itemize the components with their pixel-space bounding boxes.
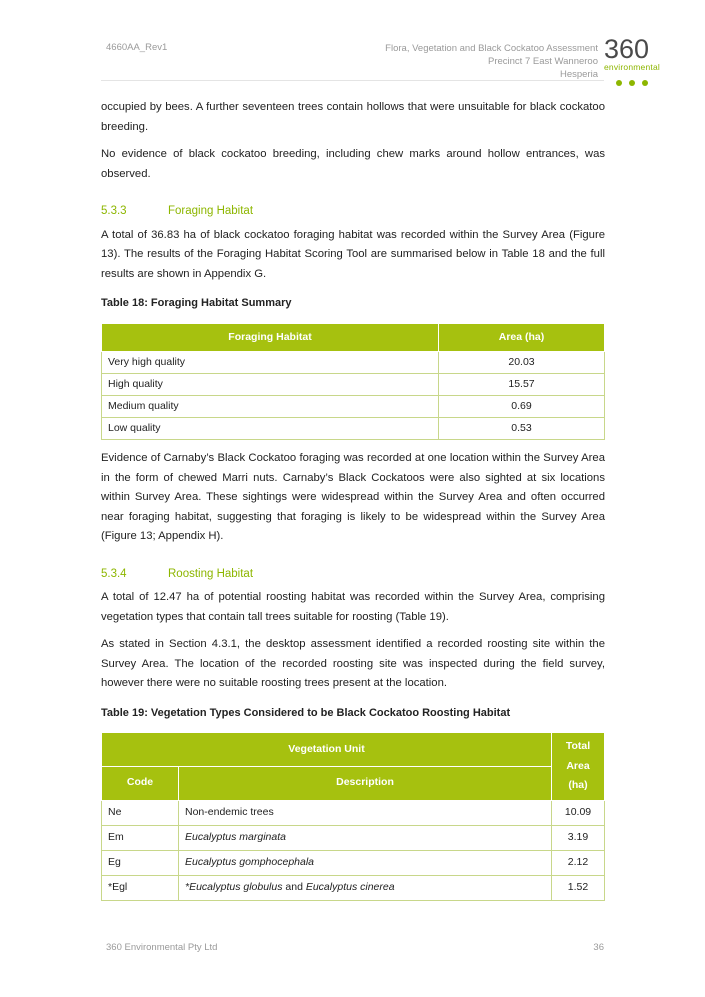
table-cell: 1.52: [552, 875, 605, 900]
table-row: [102, 374, 605, 396]
table-cell: Em: [102, 825, 179, 850]
section-title: Roosting Habitat: [168, 567, 254, 580]
document-reference: 4660AA_Rev1: [106, 42, 168, 53]
company-logo: [604, 34, 674, 80]
table-row: [102, 418, 605, 440]
paragraph: A total of 12.47 ha of potential roosting habitat was recorded within the Survey Area, comprising vegetation types that contain tall trees suitable for roosting (Table 19).: [101, 591, 605, 623]
table-cell: [179, 850, 552, 875]
table-cell: [179, 800, 552, 825]
table-row: [102, 825, 605, 850]
column-header: Total Area (ha): [552, 733, 605, 801]
section-title: Foraging Habitat: [168, 205, 254, 217]
column-header: Area (ha): [439, 323, 605, 352]
paragraph: No evidence of black cockatoo breeding, including chew marks around hollow entrances, was observed.: [101, 148, 605, 180]
paragraph: As stated in Section 4.3.1, the desktop assessment identified a recorded roosting site within the Survey Area. The location of the recorded roosting site was inspected during the field survey, however there were no suitable roosting trees present at the location.: [101, 638, 605, 689]
table-cell: 15.57: [439, 374, 605, 396]
table-cell: Eg: [102, 850, 179, 875]
table-cell: 10.09: [552, 800, 605, 825]
paragraph: A total of 36.83 ha of black cockatoo foraging habitat was recorded within the Survey Area (Figure 13). The results of the Foraging Habitat Scoring Tool are summarised below in Table 18 and the full results are shown in Appendix G.: [101, 228, 605, 280]
table-row: [102, 875, 605, 900]
description-text: Non-endemic trees: [185, 805, 274, 818]
section-number: 5.3.4: [101, 567, 127, 580]
table-cell: Ne: [102, 800, 179, 825]
paragraph: Evidence of Carnaby’s Black Cockatoo foraging was recorded at one location within the Survey Area in the form of chewed Marri nuts. Carnaby’s Black Cockatoos were also sighted at six locations within Survey Area. These sightings were widespread within the Survey Area and often occurred near foraging habitat, suggesting that foraging is likely to be widespread within the Survey Area (Figure 13; Appendix H).: [101, 452, 605, 542]
header-title-line-2: Precinct 7 East Wanneroo: [487, 56, 598, 67]
table-cell: 2.12: [552, 850, 605, 875]
footer-company: 360 Environmental Pty Ltd: [106, 942, 218, 953]
column-group-header: Vegetation Unit: [102, 733, 552, 767]
table-roosting-habitat: [101, 732, 605, 901]
header-divider: [101, 80, 604, 81]
logo-dots: [616, 73, 655, 91]
table-cell: Low quality: [102, 418, 439, 440]
description-text: *Eucalyptus globulus: [185, 880, 283, 893]
table-cell: Very high quality: [102, 352, 439, 374]
table-row: [102, 800, 605, 825]
description-text: Eucalyptus gomphocephala: [185, 855, 315, 868]
table-cell: Medium quality: [102, 396, 439, 418]
column-header: Description: [179, 766, 552, 800]
header-title-line-3: Hesperia: [559, 69, 598, 80]
description-text: Eucalyptus marginata: [185, 830, 286, 843]
column-header: Foraging Habitat: [102, 323, 439, 352]
logo-number: 360: [604, 34, 650, 64]
logo-word: environmental: [604, 62, 660, 72]
column-header: Code: [102, 766, 179, 800]
table-header-row: [102, 733, 605, 767]
table-cell: 0.69: [439, 396, 605, 418]
table-row: [102, 396, 605, 418]
table-cell: [179, 825, 552, 850]
table-cell: *Egl: [102, 875, 179, 900]
table-row: [102, 850, 605, 875]
section-heading-foraging: [101, 202, 605, 222]
table-cell: [179, 875, 552, 900]
paragraph: occupied by bees. A further seventeen trees contain hollows that were unsuitable for black cockatoo breeding.: [101, 101, 605, 133]
table-19-caption: Table 19: Vegetation Types Considered to be Black Cockatoo Roosting Habitat: [101, 706, 511, 719]
page-content: [101, 98, 605, 910]
section-number: 5.3.3: [101, 205, 127, 217]
header-title-line-1: Flora, Vegetation and Black Cockatoo Assessment: [385, 43, 598, 54]
table-18-caption: Table 18: Foraging Habitat Summary: [101, 297, 292, 309]
description-text: and: [282, 880, 306, 893]
table-foraging-habitat: [101, 323, 605, 441]
table-row: [102, 352, 605, 374]
header-title: [298, 42, 598, 81]
table-cell: High quality: [102, 374, 439, 396]
page-number: 36: [593, 942, 604, 953]
section-heading-roosting: [101, 565, 605, 585]
table-cell: 3.19: [552, 825, 605, 850]
table-cell: 0.53: [439, 418, 605, 440]
table-header-row: [102, 323, 605, 352]
table-cell: 20.03: [439, 352, 605, 374]
description-text: Eucalyptus cinerea: [305, 880, 395, 893]
table-header-row: [102, 766, 605, 800]
